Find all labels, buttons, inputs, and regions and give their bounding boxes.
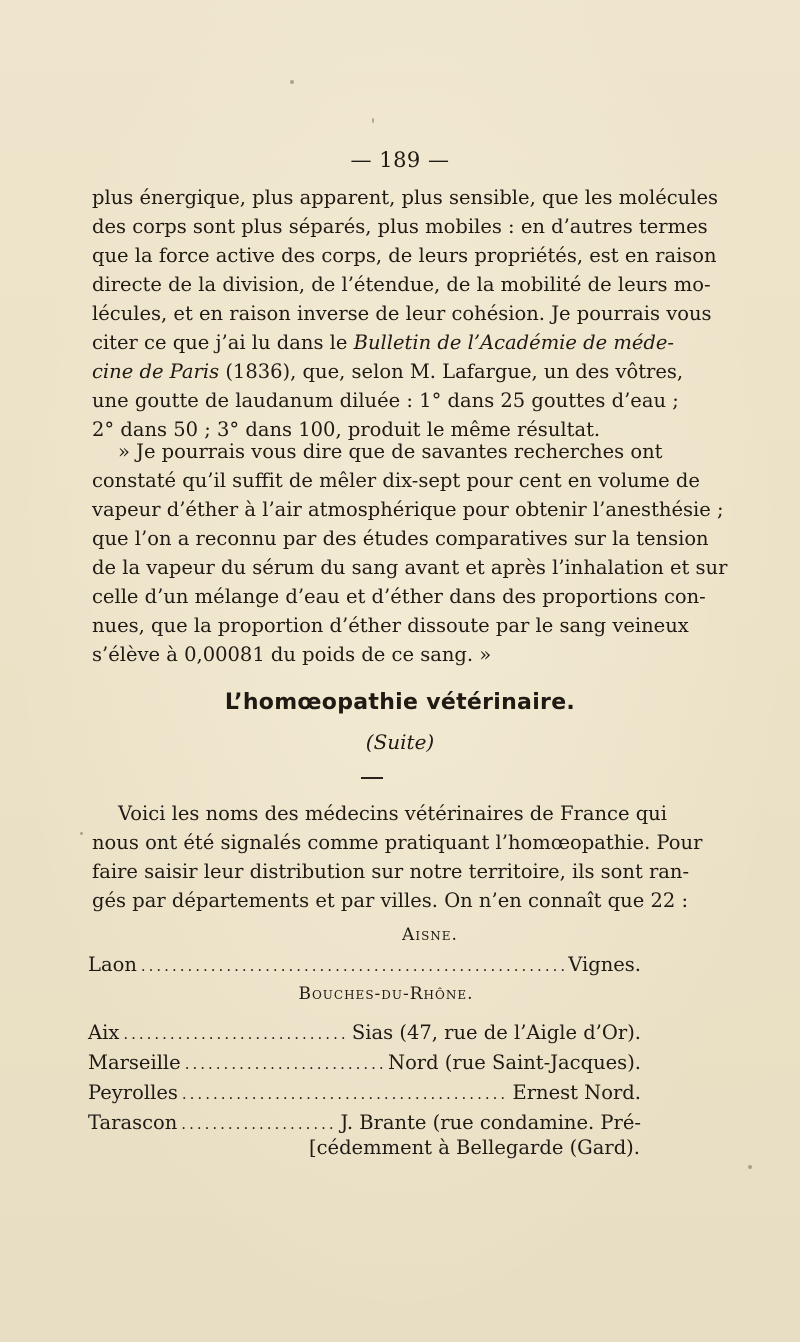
page-number: — 189 — [350,148,450,172]
paragraph-3 [92,799,703,915]
citation-lead-text: citer ce que j’ai lu dans le [92,331,354,354]
text-line: nous ont été signalés comme pratiquant l’homœopathie. Pour [92,831,703,854]
text-line: nues, que la proportion d’éther dissoute par le sang veineux [92,614,689,637]
text-line: faire saisir leur distribution sur notre territoire, ils sont ran- [92,860,690,883]
town-name: Tarascon [88,1111,178,1134]
section-subtitle: (Suite) [365,730,435,754]
text-line: celle d’un mélange d’eau et d’éther dans des proportions con- [92,585,706,608]
department-list-bouches-du-rhone [88,1018,641,1138]
paper-speck [748,1165,752,1169]
paragraph-1 [92,183,719,444]
entry-continuation: [cédemment à Bellegarde (Gard). [309,1136,640,1159]
text-line: de la vapeur du sérum du sang avant et après l’inhalation et sur [92,556,728,579]
citation-line [92,357,684,386]
text-line: que la force active des corps, de leurs propriétés, est en raison [92,244,717,267]
dot-leader [182,1079,509,1109]
text-line: s’élève à 0,00081 du poids de ce sang. » [92,643,492,666]
text-line: » Je pourrais vous dire que de savantes recherches ont [118,440,663,463]
citation-title-part-2: cine de Paris [92,360,220,383]
practitioner-name: Sias (47, rue de l’Aigle d’Or). [351,1021,641,1044]
town-name: Laon [88,953,137,976]
paper-speck [290,80,294,84]
practitioner-name: Nord (rue Saint-Jacques). [388,1051,641,1074]
list-item [88,1078,641,1108]
list-item [88,950,641,980]
text-line: lécules, et en raison inverse de leur cohésion. Je pourrais vous [92,302,712,325]
department-heading-aisne: Aisne. [402,925,458,945]
citation-trail-text: (1836), que, selon M. Lafargue, un des vôtres, [219,360,684,383]
text-line: que l’on a reconnu par des études comparatives sur la tension [92,527,709,550]
text-line: Voici les noms des médecins vétérinaires de France qui [118,802,667,825]
town-name: Marseille [88,1051,181,1074]
practitioner-name: Vignes. [568,953,641,976]
dot-leader [185,1049,384,1079]
dot-leader [123,1019,348,1049]
list-item [88,1018,641,1048]
section-title: L’homœopathie vétérinaire. [224,690,576,715]
paper-speck [80,832,83,835]
list-item [88,1048,641,1078]
text-line: constaté qu’il suffit de mêler dix-sept pour cent en volume de [92,469,700,492]
paragraph-2 [92,437,728,669]
department-heading-bouches-du-rhone: Bouches-du-Rhône. [298,984,474,1004]
citation-title-part-1: Bulletin de l’Académie de méde- [353,331,675,354]
citation-line [92,328,675,357]
department-list-aisne [88,950,641,980]
text-line: vapeur d’éther à l’air atmosphérique pour obtenir l’anesthésie ; [92,498,724,521]
practitioner-name: Ernest Nord. [512,1081,641,1104]
text-line: gés par départements et par villes. On n’en connaît que 22 : [92,889,689,912]
text-line: directe de la division, de l’étendue, de la mobilité de leurs mo- [92,273,711,296]
practitioner-name: J. Brante (rue condamine. Pré- [340,1111,641,1134]
paper-speck [372,118,374,123]
text-line: une goutte de laudanum diluée : 1° dans 25 gouttes d’eau ; [92,389,679,412]
text-line: des corps sont plus séparés, plus mobiles : en d’autres termes [92,215,708,238]
town-name: Peyrolles [88,1081,178,1104]
text-line: plus énergique, plus apparent, plus sensible, que les molécules [92,186,719,209]
dot-leader [141,951,564,981]
text-line: 2° dans 50 ; 3° dans 100, produit le même résultat. [92,418,601,441]
town-name: Aix [88,1021,120,1044]
section-rule [361,777,383,779]
